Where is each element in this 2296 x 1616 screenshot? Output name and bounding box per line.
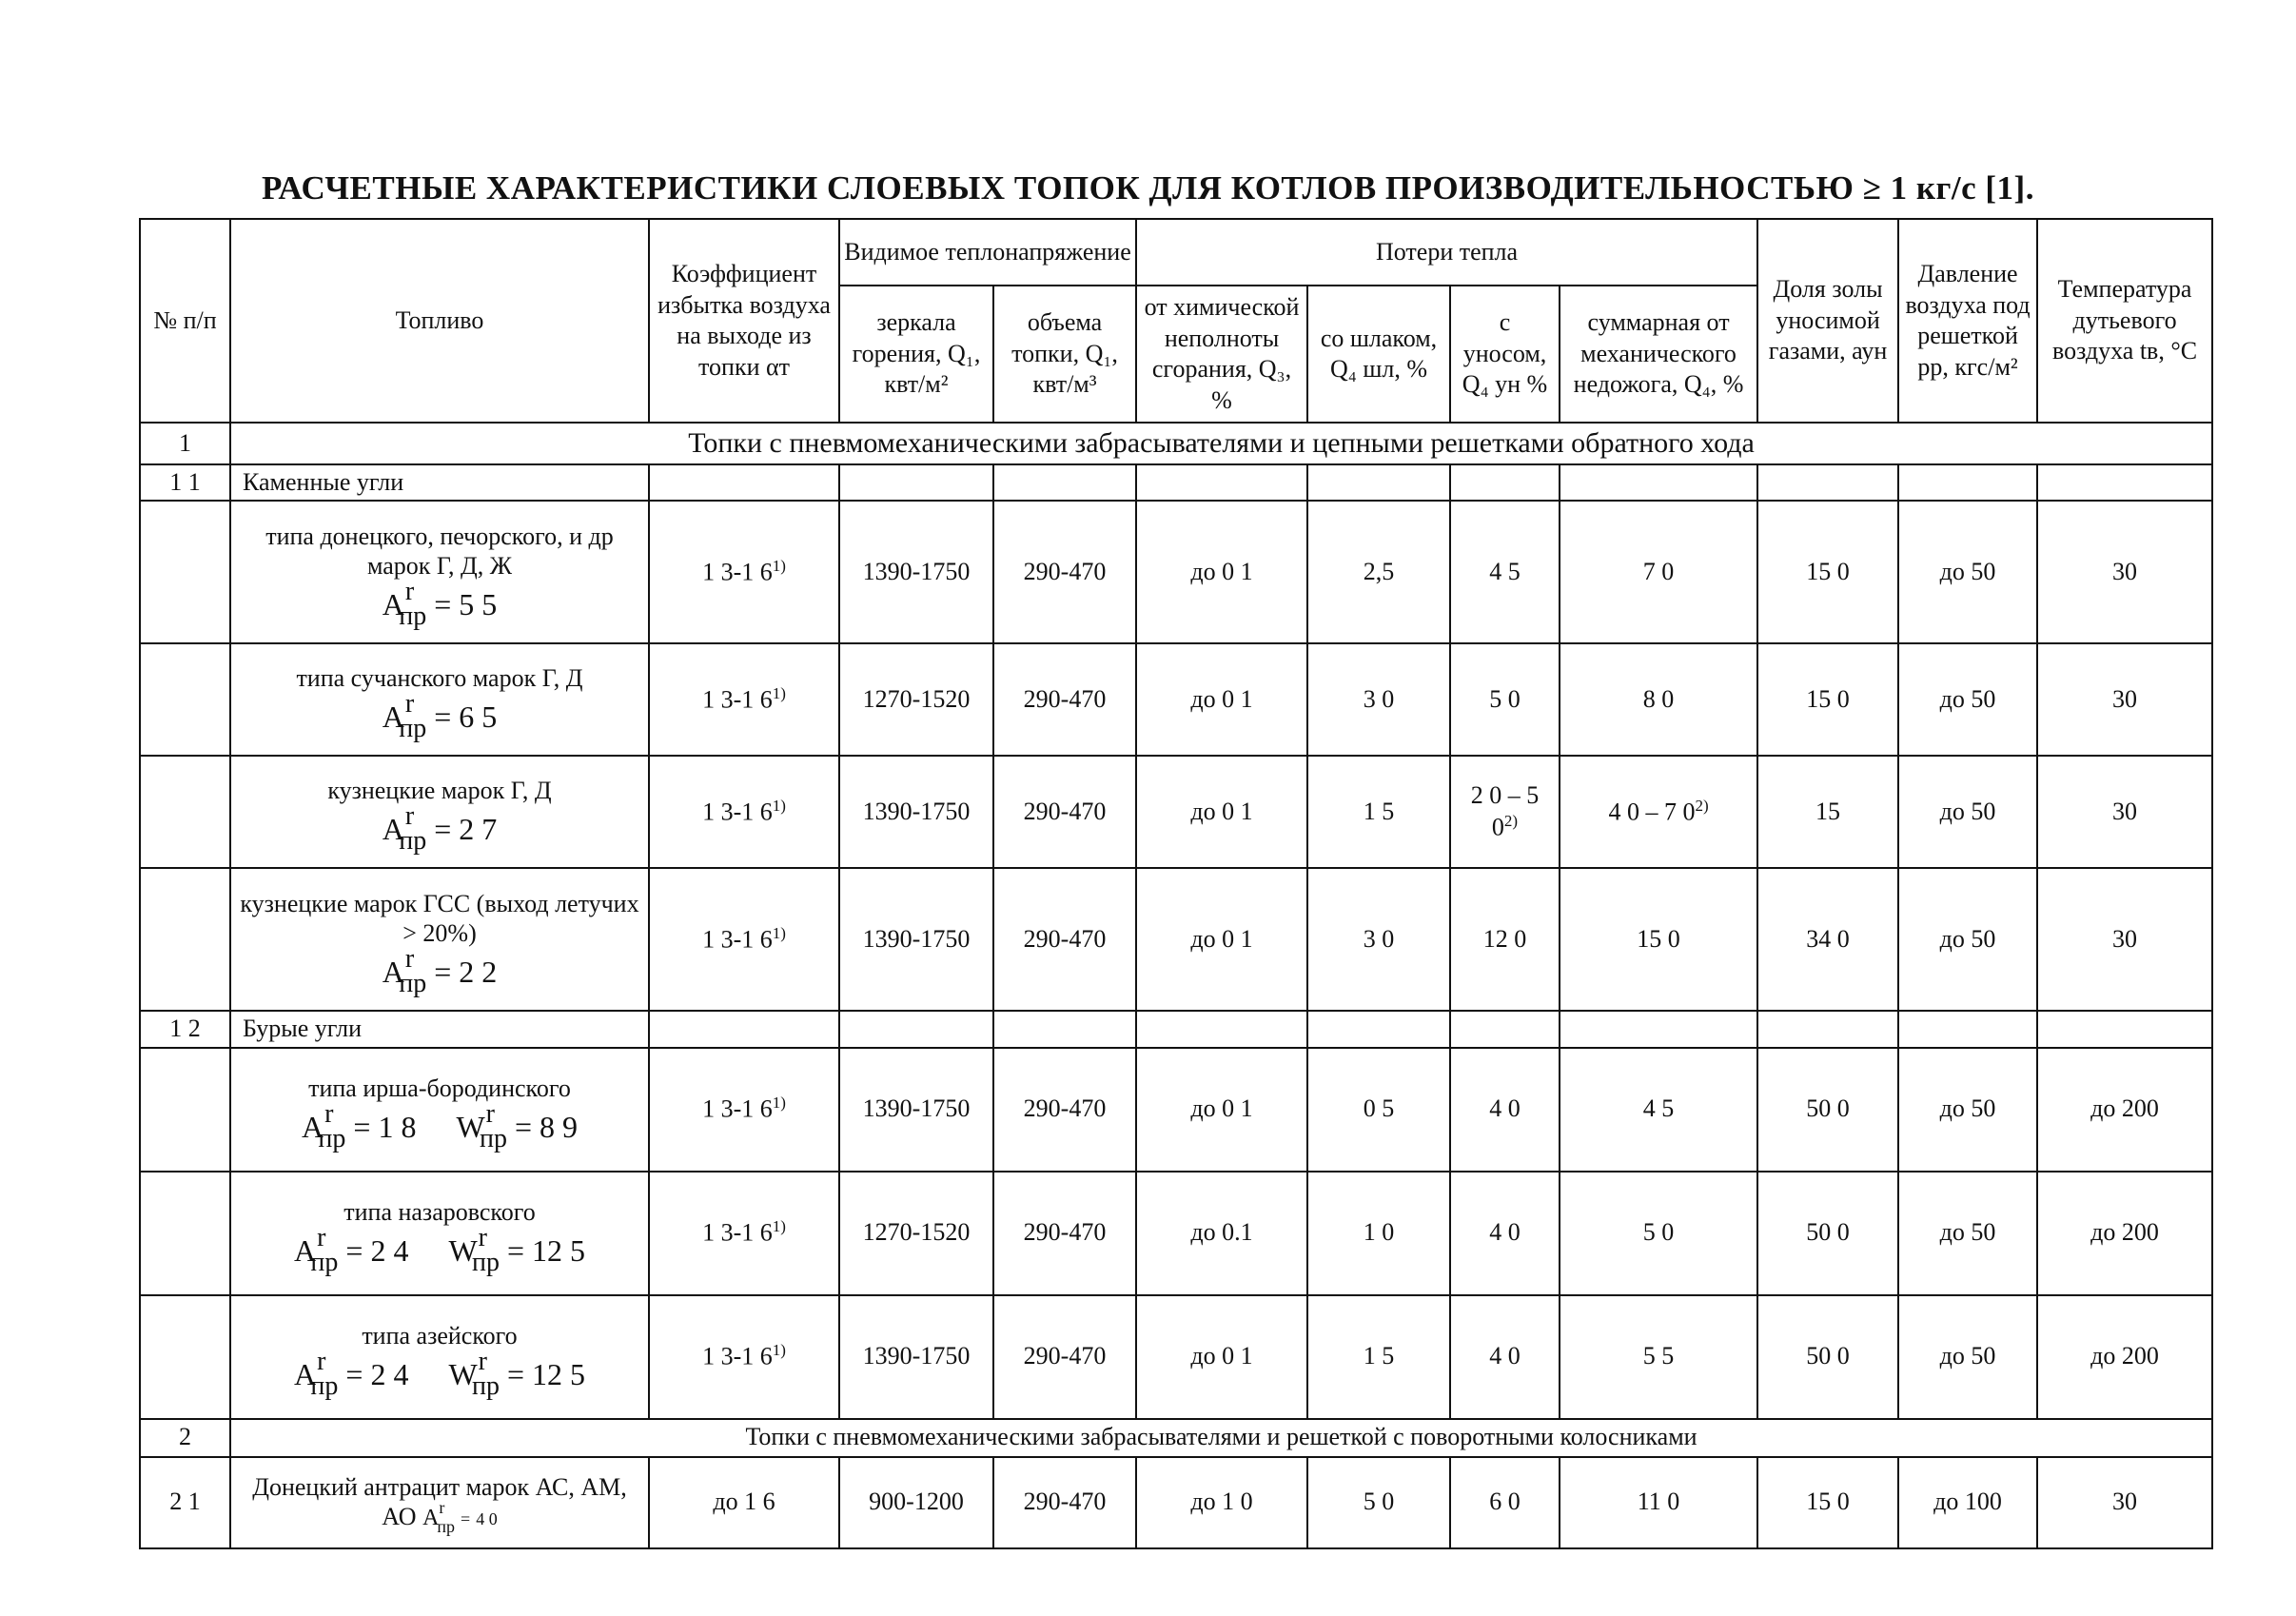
temperature-cell-value: до 200 [2090,1342,2159,1370]
q4-carry-cell [1450,1295,1560,1419]
q3-cell [1136,643,1307,756]
formula-eq: = [514,1109,533,1144]
formula-sub: пр [399,714,427,744]
pressure-cell-value: до 50 [1939,1094,1996,1123]
q4-slag-cell-value: 1 5 [1363,797,1395,825]
formula-symbol-a: A [382,586,404,621]
q4-slag-cell [1307,643,1450,756]
pressure-cell [1898,501,2037,643]
header-q4-carry: с уносом, Q₄ ун % [1450,286,1560,423]
header-loss-group: Потери тепла [1136,219,1757,286]
header-heat-group: Видимое теплонапряжение [839,219,1136,286]
temperature-cell [2037,868,2212,1011]
temperature-cell [2037,1295,2212,1419]
q4-sum-cell-value: 7 0 [1642,557,1675,585]
ash-share-cell-value: 50 0 [1806,1218,1850,1247]
formula-symbol-a: A [293,1356,317,1391]
q4-slag-cell-value: 3 0 [1363,924,1395,953]
q4-slag-cell [1307,1048,1450,1172]
header-pressure: Давление воздуха под решеткой pр, кгс/м² [1898,219,2037,423]
q4-sum-cell [1560,501,1757,643]
q-mirror-cell-value: 1270-1520 [862,1218,971,1247]
row-number [140,1172,230,1295]
pressure-cell-value: до 50 [1939,557,1996,585]
q4-sum-cell [1560,868,1757,1011]
formula-sup: r [404,801,415,832]
q4-sum-cell-value: 5 5 [1642,1342,1675,1370]
header-q3: от химической неполноты сгорания, Q₃, % [1136,286,1307,423]
alpha-cell [649,868,839,1011]
q-mirror-cell-value: 1390-1750 [862,557,971,585]
q3-cell [1136,1048,1307,1172]
q4-slag-cell [1307,1172,1450,1295]
section-number: 1 [140,423,230,464]
formula-sub: пр [310,1370,339,1401]
q4-carry-cell [1450,643,1560,756]
formula-sub: пр [437,1517,456,1537]
pressure-cell-value: до 50 [1939,797,1996,825]
q-mirror-cell: 900-1200 [839,1457,993,1548]
ash-share-cell-value: 50 0 [1806,1342,1850,1370]
formula-eq: = [345,1356,363,1391]
ash-content-value: 2 7 [459,812,498,847]
q4-carry-cell-value: 4 5 [1489,557,1521,585]
ash-share-cell [1757,868,1898,1011]
header-q4-sum: суммарная от механического недожога, Q₄, % [1560,286,1757,423]
fuel-name: типа азейского [362,1321,518,1350]
q-volume-cell [993,643,1136,756]
ash-share-cell [1757,756,1898,868]
q4-carry-cell-value: 4 0 [1489,1218,1521,1247]
formula-sup: r [404,943,415,974]
formula-symbol-w: W [448,1356,478,1391]
row-number [140,1048,230,1172]
pressure-cell-value: до 50 [1939,924,1996,953]
fuel-cell [230,1457,649,1548]
table-row [140,1172,2212,1295]
table-row [140,501,2212,643]
section-title: Топки с пневмомеханическими забрасывателями и цепными решетками обратного хода [230,423,2212,464]
formula-sup: r [324,1098,334,1129]
formula-sub: пр [318,1123,346,1153]
q-volume-cell-value: 290-470 [1023,797,1107,825]
footnote-mark: 1) [772,1217,786,1236]
pressure-cell-value: до 50 [1939,1342,1996,1370]
ash-share-cell [1757,1172,1898,1295]
q4-carry-cell [1450,1172,1560,1295]
temperature-cell-value: 30 [2112,557,2138,585]
table-row [140,868,2212,1011]
formula-symbol-w: W [456,1109,485,1144]
q-volume-cell [993,1295,1136,1419]
formula-sub: пр [310,1247,339,1277]
temperature-cell-value: 30 [2112,684,2138,713]
fuel-cell [230,756,649,868]
q4-sum-cell [1560,1295,1757,1419]
row-number [140,868,230,1011]
ash-content-value: 5 5 [459,586,498,621]
q-mirror-cell [839,1172,993,1295]
ash-content-value: 2 2 [459,954,498,989]
alpha-cell-value: 1 3-1 6 [702,1219,773,1248]
formula-eq: = [434,954,452,989]
temperature-cell [2037,1172,2212,1295]
header-alpha: Коэффициент избытка воздуха на выходе из топки αт [649,219,839,423]
formula-sup: r [478,1222,487,1252]
temperature-cell: 30 [2037,1457,2212,1548]
q4-slag-cell-value: 1 5 [1363,1342,1395,1370]
q4-sum-cell-value: 4 0 – 7 0 [1608,798,1696,826]
alpha-cell [649,501,839,643]
pressure-cell [1898,1172,2037,1295]
q4-slag-cell-value: 3 0 [1363,684,1395,713]
q3-cell-value: до 0 1 [1190,797,1253,825]
q4-carry-cell [1450,1048,1560,1172]
q-mirror-cell [839,643,993,756]
formula-eq: = [353,1109,371,1144]
fuel-name: Донецкий антрацит марок АС, АМ, АО [252,1473,627,1531]
q4-sum-cell [1560,1048,1757,1172]
q-volume-cell [993,1048,1136,1172]
alpha-cell [649,1048,839,1172]
q4-carry-cell [1450,868,1560,1011]
section-number: 2 [140,1419,230,1457]
q3-cell [1136,868,1307,1011]
table-row [140,1048,2212,1172]
alpha-cell-value: 1 3-1 6 [702,685,773,714]
q-mirror-cell-value: 1270-1520 [862,684,971,713]
fuel-name: типа донецкого, печорского, и др марок Г, Д, Ж [265,522,614,580]
formula-sub: пр [471,1370,500,1401]
row-number [140,643,230,756]
q-mirror-cell-value: 1390-1750 [862,1342,971,1370]
q4-carry-cell-value: 4 0 [1489,1342,1521,1370]
footnote-mark: 1) [772,796,786,815]
formula-sub: пр [479,1123,507,1153]
formula-sup: r [439,1498,445,1518]
q4-carry-cell [1450,501,1560,643]
fuel-cell [230,1172,649,1295]
header-fuel: Топливо [230,219,649,423]
q4-slag-cell-value: 2,5 [1363,557,1395,585]
footnote-mark: 2) [1695,796,1709,815]
ash-share-cell [1757,501,1898,643]
formula-sup: r [317,1222,326,1252]
group-number: 1 1 [140,464,230,502]
table-row [140,1295,2212,1419]
q-volume-cell: 290-470 [993,1457,1136,1548]
formula-eq: = [506,1232,525,1268]
q-mirror-cell [839,1295,993,1419]
fuel-cell [230,501,649,643]
alpha-cell-value: 1 3-1 6 [702,1343,773,1371]
ash-content-value: 4 0 [476,1509,498,1529]
q3-cell: до 1 0 [1136,1457,1307,1548]
header-num: № п/п [140,219,230,423]
q4-sum-cell-value: 8 0 [1642,684,1675,713]
q4-sum-cell [1560,643,1757,756]
ash-share-cell-value: 34 0 [1806,924,1850,953]
ash-share-cell [1757,1295,1898,1419]
q3-cell-value: до 0 1 [1190,924,1253,953]
q4-carry-cell-value: 4 0 [1489,1094,1521,1123]
formula-eq: = [506,1356,525,1391]
q-volume-cell-value: 290-470 [1023,1218,1107,1247]
ash-share-cell [1757,1048,1898,1172]
q-volume-cell-value: 290-470 [1023,684,1107,713]
ash-share-cell: 15 0 [1757,1457,1898,1548]
pressure-cell [1898,643,2037,756]
row-number [140,756,230,868]
ash-share-cell [1757,643,1898,756]
q4-carry-cell-value: 5 0 [1489,684,1521,713]
q4-sum-cell-value: 5 0 [1642,1218,1675,1247]
footnote-mark: 1) [772,683,786,702]
footnote-mark: 1) [772,556,786,575]
q4-carry-cell-value: 2 0 – 5 0 [1470,780,1540,841]
group-number: 1 2 [140,1011,230,1048]
formula-symbol-a: A [293,1232,317,1268]
q-mirror-cell [839,756,993,868]
q3-cell [1136,1295,1307,1419]
table-row [140,756,2212,868]
pressure-cell [1898,1295,2037,1419]
alpha-cell-value: 1 3-1 6 [702,798,773,826]
q3-cell-value: до 0 1 [1190,1094,1253,1123]
formula-sup: r [317,1346,326,1376]
footnote-mark: 1) [772,1094,786,1113]
row-number [140,501,230,643]
formula-sup: r [404,689,415,719]
footnote-mark: 1) [772,1341,786,1360]
q3-cell-value: до 0 1 [1190,557,1253,585]
ash-content-value: 1 8 [378,1109,417,1144]
formula-symbol-w: W [448,1232,478,1268]
q4-slag-cell [1307,501,1450,643]
formula-symbol-a: A [382,812,404,847]
formula-eq: = [345,1232,363,1268]
formula-eq: = [461,1509,471,1529]
q4-slag-cell [1307,756,1450,868]
q3-cell-value: до 0.1 [1190,1218,1253,1247]
q-volume-cell [993,1172,1136,1295]
ash-share-cell-value: 15 0 [1806,557,1850,585]
header-q4-slag: со шлаком, Q₄ шл, % [1307,286,1450,423]
formula-eq: = [434,700,452,735]
q-volume-cell [993,501,1136,643]
pressure-cell: до 100 [1898,1457,2037,1548]
page-title: РАСЧЕТНЫЕ ХАРАКТЕРИСТИКИ СЛОЕВЫХ ТОПОК ДЛЯ КОТЛОВ ПРОИЗВОДИТЕЛЬНОСТЬЮ ≥ 1 кг/с [1]. [262,169,2034,207]
ash-content-value: 2 4 [370,1356,409,1391]
alpha-cell [649,756,839,868]
formula-symbol-a: A [422,1506,440,1531]
alpha-cell-value: 1 3-1 6 [702,1095,773,1124]
temperature-cell-value: 30 [2112,924,2138,953]
group-title: Каменные угли [230,464,649,502]
q-mirror-cell [839,868,993,1011]
fuel-name: типа назаровского [343,1197,536,1226]
moisture-value: 8 9 [540,1109,579,1144]
temperature-cell-value: до 200 [2090,1094,2159,1123]
q-mirror-cell-value: 1390-1750 [862,797,971,825]
header-q-mirror: зеркала горения, Q₁, квт/м² [839,286,993,423]
formula-eq: = [434,812,452,847]
q3-cell [1136,1172,1307,1295]
alpha-cell-value: 1 3-1 6 [702,925,773,954]
temperature-cell [2037,756,2212,868]
q-volume-cell [993,868,1136,1011]
section-title: Топки с пневмомеханическими забрасывателями и решеткой с поворотными колосниками [230,1419,2212,1457]
pressure-cell [1898,756,2037,868]
ash-share-cell-value: 15 0 [1806,684,1850,713]
q4-slag-cell: 5 0 [1307,1457,1450,1548]
q4-sum-cell [1560,1172,1757,1295]
alpha-cell [649,1172,839,1295]
formula-sub: пр [399,968,427,998]
ash-content-value: 2 4 [370,1232,409,1268]
q3-cell [1136,501,1307,643]
q-mirror-cell-value: 1390-1750 [862,924,971,953]
moisture-value: 12 5 [532,1356,586,1391]
formula-symbol-a: A [301,1109,324,1144]
q-mirror-cell [839,1048,993,1172]
q-mirror-cell-value: 1390-1750 [862,1094,971,1123]
q4-sum-cell-value: 4 5 [1642,1094,1675,1123]
temperature-cell [2037,643,2212,756]
formula-sup: r [485,1098,495,1129]
q4-carry-cell [1450,756,1560,868]
group-title: Бурые угли [230,1011,649,1048]
q-mirror-cell [839,501,993,643]
fuel-cell [230,643,649,756]
ash-share-cell-value: 15 [1815,797,1841,825]
q4-sum-cell [1560,756,1757,868]
formula-sub: пр [399,826,427,857]
ash-content-value: 6 5 [459,700,498,735]
q-volume-cell [993,756,1136,868]
q3-cell [1136,756,1307,868]
temperature-cell [2037,501,2212,643]
q4-carry-cell-value: 12 0 [1482,924,1527,953]
moisture-value: 12 5 [532,1232,586,1268]
header-q-volume: объема топки, Q₁, квт/м³ [993,286,1136,423]
temperature-cell [2037,1048,2212,1172]
formula-sup: r [404,576,415,606]
row-number: 2 1 [140,1457,230,1548]
fuel-name: типа ирша-бородинского [308,1074,571,1102]
pressure-cell [1898,1048,2037,1172]
footnote-mark: 2) [1503,812,1519,831]
table-row [140,643,2212,756]
q3-cell-value: до 0 1 [1190,684,1253,713]
q4-slag-cell [1307,1295,1450,1419]
formula-symbol-a: A [382,700,404,735]
formula-symbol-a: A [382,954,404,989]
alpha-cell: до 1 6 [649,1457,839,1548]
fuel-cell [230,1295,649,1419]
formula-eq: = [434,586,452,621]
pressure-cell-value: до 50 [1939,1218,1996,1247]
fuel-cell [230,1048,649,1172]
pressure-cell-value: до 50 [1939,684,1996,713]
q4-slag-cell-value: 1 0 [1363,1218,1395,1247]
footnote-mark: 1) [772,923,786,942]
formula-sub: пр [399,601,427,631]
fuel-name: кузнецкие марок Г, Д [327,777,552,805]
temperature-cell-value: до 200 [2090,1218,2159,1247]
header-temp: Температура дутьевого воздуха tв, °С [2037,219,2212,423]
q4-sum-cell: 11 0 [1560,1457,1757,1548]
pressure-cell [1898,868,2037,1011]
characteristics-table [139,218,2213,1549]
alpha-cell [649,1295,839,1419]
ash-share-cell-value: 50 0 [1806,1094,1850,1123]
row-number [140,1295,230,1419]
formula-sup: r [478,1346,487,1376]
fuel-cell [230,868,649,1011]
alpha-cell [649,643,839,756]
header-ash: Доля золы уносимой газами, аун [1757,219,1898,423]
formula-sub: пр [471,1247,500,1277]
temperature-cell-value: 30 [2112,797,2138,825]
q-volume-cell-value: 290-470 [1023,1094,1107,1123]
q3-cell-value: до 0 1 [1190,1342,1253,1370]
q4-slag-cell [1307,868,1450,1011]
q4-sum-cell-value: 15 0 [1637,924,1680,953]
fuel-name: типа сучанского марок Г, Д [296,664,583,693]
alpha-cell-value: 1 3-1 6 [702,558,773,586]
q-volume-cell-value: 290-470 [1023,557,1107,585]
q4-carry-cell: 6 0 [1450,1457,1560,1548]
q4-slag-cell-value: 0 5 [1363,1094,1395,1123]
q-volume-cell-value: 290-470 [1023,924,1107,953]
q-volume-cell-value: 290-470 [1023,1342,1107,1370]
fuel-name: кузнецкие марок ГСС (выход летучих > 20%) [240,889,639,947]
